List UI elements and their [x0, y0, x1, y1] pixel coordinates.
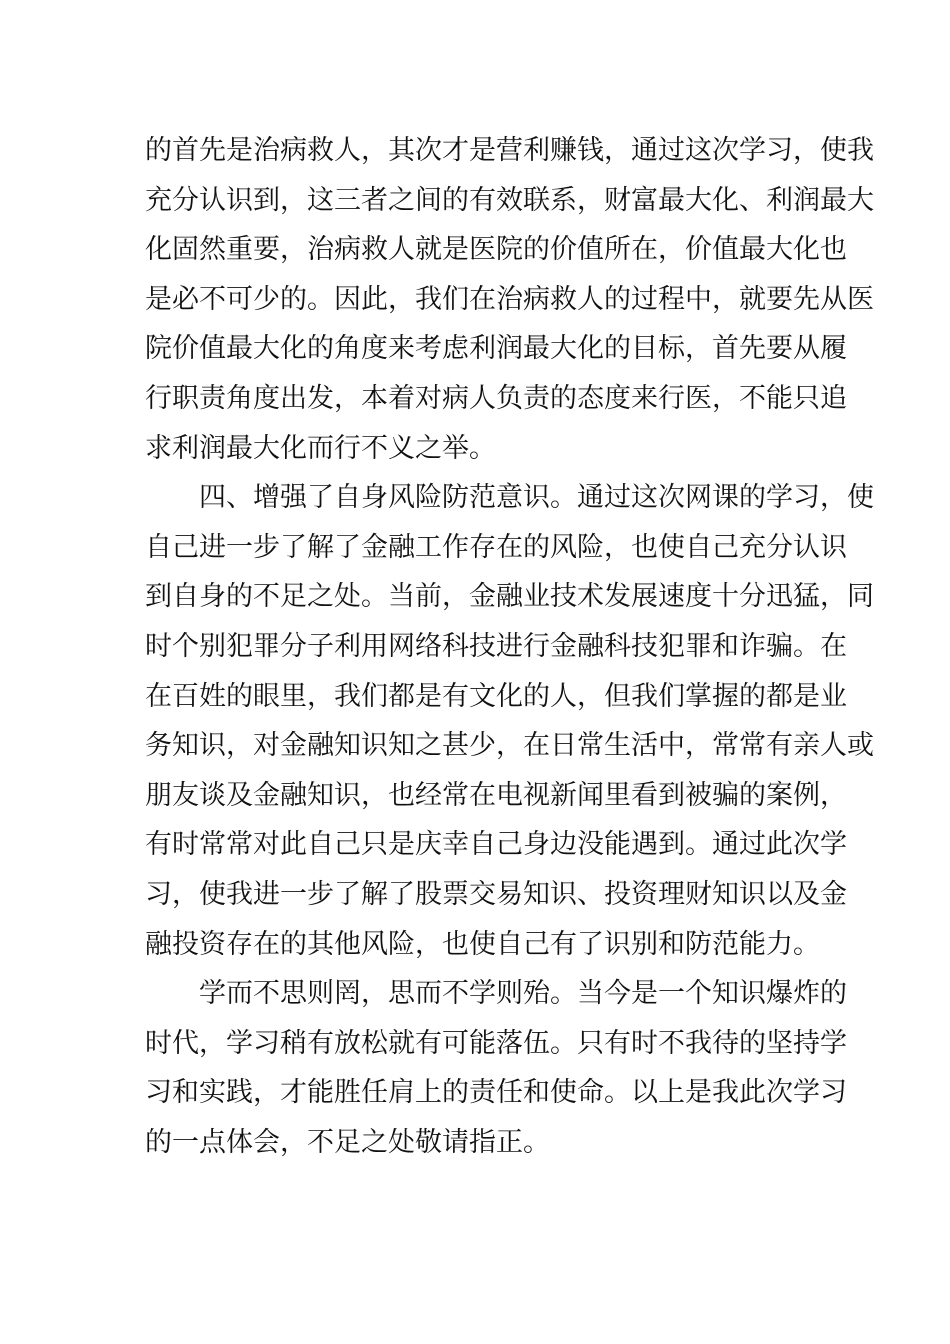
paragraph-1-line-1: 的首先是治病救人，其次才是营利赚钱，通过这次学习，使我	[145, 135, 874, 166]
paragraph-2-line-1: 四、增强了自身风险防范意识。通过这次网课的学习，使	[199, 482, 874, 514]
paragraph-3-line-3: 习和实践，才能胜任肩上的责任和使命。以上是我此次学习	[145, 1077, 847, 1109]
paragraph-3-line-2: 时代，学习稍有放松就有可能落伍。只有时不我待的坚持学	[145, 1027, 847, 1059]
paragraph-1-line-5: 院价值最大化的角度来考虑利润最大化的目标，首先要从履	[145, 333, 847, 365]
paragraph-1-line-7: 求利润最大化而行不义之举。	[145, 432, 496, 464]
paragraph-1-line-3: 化固然重要，治病救人就是医院的价值所在，价值最大化也	[145, 234, 847, 266]
paragraph-2-line-8: 有时常常对此自己只是庆幸自己身边没能遇到。通过此次学	[145, 829, 847, 861]
paragraph-1-line-2: 充分认识到，这三者之间的有效联系，财富最大化、利润最大	[145, 184, 874, 216]
paragraph-1-line-6: 行职责角度出发，本着对病人负责的态度来行医，不能只追	[145, 382, 847, 414]
body-text	[145, 126, 874, 1167]
paragraph-2-line-10: 融投资存在的其他风险，也使自己有了识别和防范能力。	[145, 928, 820, 960]
paragraph-3-line-1: 学而不思则罔，思而不学则殆。当今是一个知识爆炸的	[199, 978, 847, 1010]
paragraph-2-line-9: 习，使我进一步了解了股票交易知识、投资理财知识以及金	[145, 878, 847, 910]
paragraph-2-line-2: 自己进一步了解了金融工作存在的风险，也使自己充分认识	[145, 531, 847, 563]
paragraph-1-line-4: 是必不可少的。因此，我们在治病救人的过程中，就要先从医	[145, 283, 874, 315]
paragraph-2-line-4: 时个别犯罪分子利用网络科技进行金融科技犯罪和诈骗。在	[145, 630, 847, 662]
paragraph-2-line-3: 到自身的不足之处。当前，金融业技术发展速度十分迅猛，同	[145, 581, 874, 613]
paragraph-2-line-7: 朋友谈及金融知识，也经常在电视新闻里看到被骗的案例，	[145, 779, 847, 811]
paragraph-3-line-4: 的一点体会，不足之处敬请指正。	[145, 1126, 550, 1158]
paragraph-2-line-5: 在百姓的眼里，我们都是有文化的人，但我们掌握的都是业	[145, 680, 847, 712]
paragraph-2-line-6: 务知识，对金融知识知之甚少，在日常生活中，常常有亲人或	[145, 730, 874, 762]
